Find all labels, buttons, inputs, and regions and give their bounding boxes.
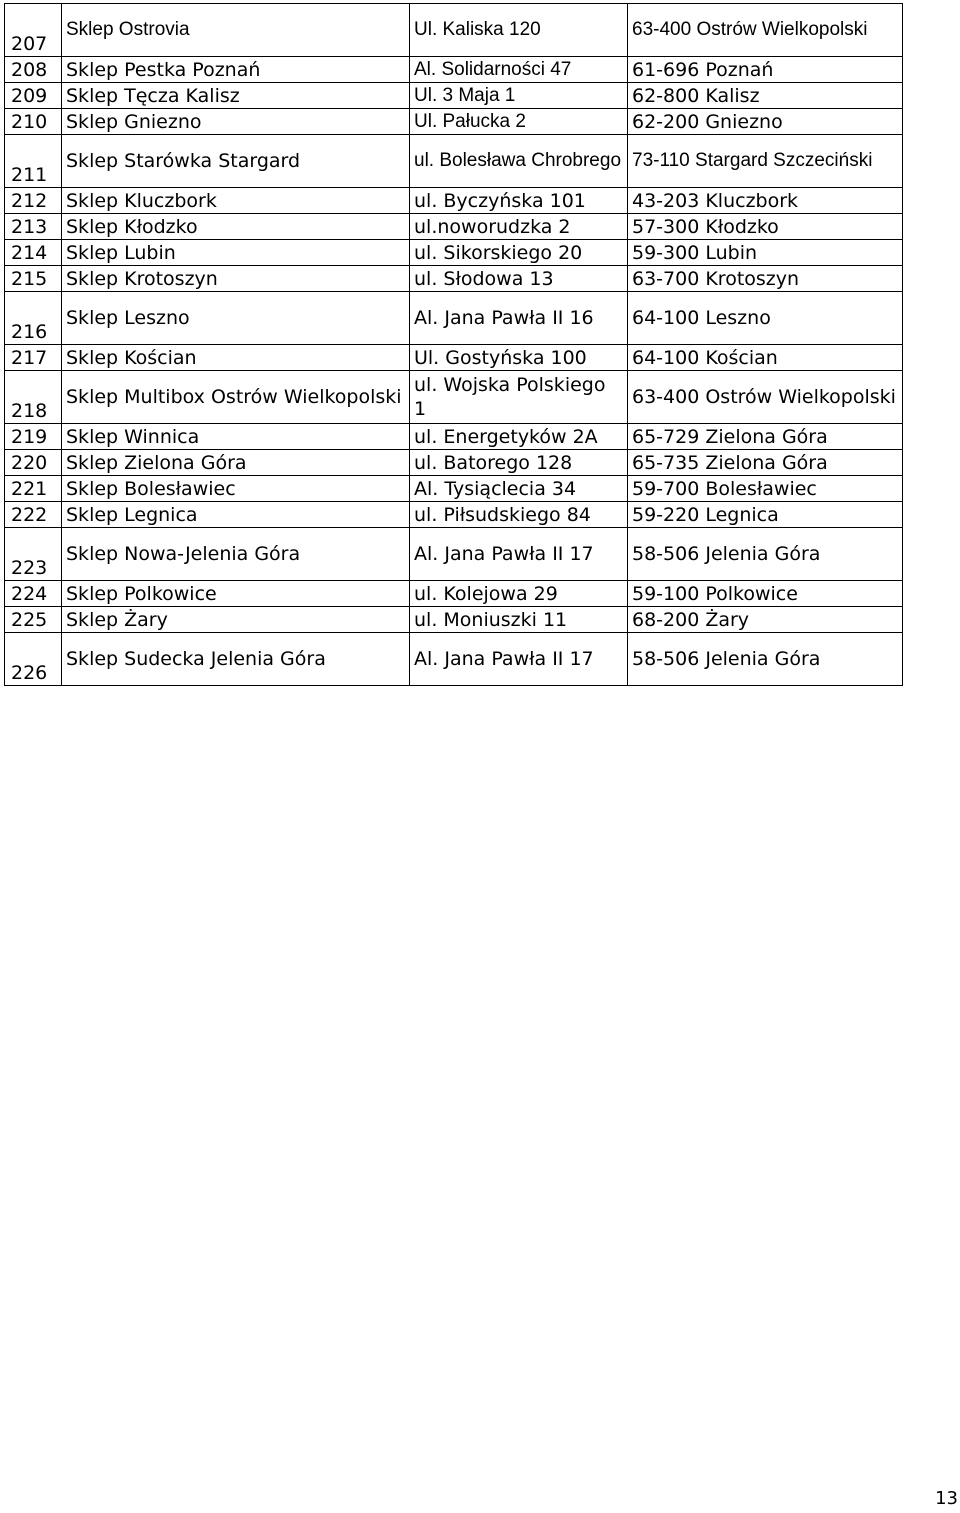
postal-city: 65-735 Zielona Góra bbox=[628, 450, 903, 476]
store-name: Sklep Starówka Stargard bbox=[62, 135, 410, 188]
postal-city: 59-220 Legnica bbox=[628, 502, 903, 528]
street-address: Al. Solidarności 47 bbox=[410, 57, 628, 83]
table-row bbox=[5, 188, 903, 214]
postal-city: 59-700 Bolesławiec bbox=[628, 476, 903, 502]
street-address: Al. Jana Pawła II 17 bbox=[410, 528, 628, 581]
table-row bbox=[5, 109, 903, 135]
row-number: 219 bbox=[5, 424, 62, 450]
store-name: Sklep Multibox Ostrów Wielkopolski bbox=[62, 371, 410, 424]
store-name: Sklep Ostrovia bbox=[62, 4, 410, 57]
street-address: Ul. Kaliska 120 bbox=[410, 4, 628, 57]
row-number: 216 bbox=[5, 292, 62, 345]
store-name: Sklep Żary bbox=[62, 607, 410, 633]
postal-city: 59-300 Lubin bbox=[628, 240, 903, 266]
row-number: 223 bbox=[5, 528, 62, 581]
table-row bbox=[5, 371, 903, 424]
postal-city: 63-400 Ostrów Wielkopolski bbox=[628, 371, 903, 424]
page-number: 13 bbox=[935, 1488, 958, 1509]
postal-city: 57-300 Kłodzko bbox=[628, 214, 903, 240]
street-address: ul. Piłsudskiego 84 bbox=[410, 502, 628, 528]
store-name: Sklep Gniezno bbox=[62, 109, 410, 135]
row-number: 209 bbox=[5, 83, 62, 109]
store-name: Sklep Legnica bbox=[62, 502, 410, 528]
street-address: ul. Batorego 128 bbox=[410, 450, 628, 476]
store-list-table bbox=[4, 3, 903, 686]
row-number: 215 bbox=[5, 266, 62, 292]
postal-city: 62-200 Gniezno bbox=[628, 109, 903, 135]
street-address: ul. Wojska Polskiego 1 bbox=[410, 371, 628, 424]
table-row bbox=[5, 4, 903, 57]
row-number: 226 bbox=[5, 633, 62, 686]
store-name: Sklep Leszno bbox=[62, 292, 410, 345]
postal-city: 73-110 Stargard Szczeciński bbox=[628, 135, 903, 188]
street-address: ul. Bolesława Chrobrego bbox=[410, 135, 628, 188]
street-address: Ul. Gostyńska 100 bbox=[410, 345, 628, 371]
row-number: 220 bbox=[5, 450, 62, 476]
street-address: ul. Słodowa 13 bbox=[410, 266, 628, 292]
store-name: Sklep Tęcza Kalisz bbox=[62, 83, 410, 109]
store-name: Sklep Zielona Góra bbox=[62, 450, 410, 476]
table-row bbox=[5, 83, 903, 109]
store-name: Sklep Sudecka Jelenia Góra bbox=[62, 633, 410, 686]
row-number: 208 bbox=[5, 57, 62, 83]
street-address: Al. Tysiąclecia 34 bbox=[410, 476, 628, 502]
row-number: 217 bbox=[5, 345, 62, 371]
street-address: ul.noworudzka 2 bbox=[410, 214, 628, 240]
row-number: 212 bbox=[5, 188, 62, 214]
street-address: ul. Kolejowa 29 bbox=[410, 581, 628, 607]
postal-city: 63-400 Ostrów Wielkopolski bbox=[628, 4, 903, 57]
street-address: Al. Jana Pawła II 16 bbox=[410, 292, 628, 345]
postal-city: 64-100 Kościan bbox=[628, 345, 903, 371]
table-row bbox=[5, 633, 903, 686]
row-number: 207 bbox=[5, 4, 62, 57]
row-number: 224 bbox=[5, 581, 62, 607]
store-name: Sklep Lubin bbox=[62, 240, 410, 266]
store-name: Sklep Nowa-Jelenia Góra bbox=[62, 528, 410, 581]
store-name: Sklep Pestka Poznań bbox=[62, 57, 410, 83]
postal-city: 65-729 Zielona Góra bbox=[628, 424, 903, 450]
row-number: 221 bbox=[5, 476, 62, 502]
street-address: ul. Sikorskiego 20 bbox=[410, 240, 628, 266]
store-name: Sklep Winnica bbox=[62, 424, 410, 450]
store-name: Sklep Kościan bbox=[62, 345, 410, 371]
table-row bbox=[5, 528, 903, 581]
street-address: ul. Energetyków 2A bbox=[410, 424, 628, 450]
postal-city: 43-203 Kluczbork bbox=[628, 188, 903, 214]
table-row bbox=[5, 345, 903, 371]
store-name: Sklep Bolesławiec bbox=[62, 476, 410, 502]
table-row bbox=[5, 57, 903, 83]
postal-city: 61-696 Poznań bbox=[628, 57, 903, 83]
table-row bbox=[5, 476, 903, 502]
table-row bbox=[5, 450, 903, 476]
postal-city: 62-800 Kalisz bbox=[628, 83, 903, 109]
table-row bbox=[5, 581, 903, 607]
row-number: 210 bbox=[5, 109, 62, 135]
table-row bbox=[5, 135, 903, 188]
store-name: Sklep Polkowice bbox=[62, 581, 410, 607]
street-address: ul. Byczyńska 101 bbox=[410, 188, 628, 214]
table-row bbox=[5, 607, 903, 633]
postal-city: 59-100 Polkowice bbox=[628, 581, 903, 607]
postal-city: 68-200 Żary bbox=[628, 607, 903, 633]
row-number: 218 bbox=[5, 371, 62, 424]
postal-city: 64-100 Leszno bbox=[628, 292, 903, 345]
row-number: 213 bbox=[5, 214, 62, 240]
postal-city: 63-700 Krotoszyn bbox=[628, 266, 903, 292]
street-address: Ul. Pałucka 2 bbox=[410, 109, 628, 135]
row-number: 211 bbox=[5, 135, 62, 188]
street-address: Al. Jana Pawła II 17 bbox=[410, 633, 628, 686]
store-name: Sklep Krotoszyn bbox=[62, 266, 410, 292]
row-number: 222 bbox=[5, 502, 62, 528]
table-row bbox=[5, 266, 903, 292]
table-row bbox=[5, 502, 903, 528]
street-address: Ul. 3 Maja 1 bbox=[410, 83, 628, 109]
store-name: Sklep Kluczbork bbox=[62, 188, 410, 214]
table-row bbox=[5, 240, 903, 266]
row-number: 225 bbox=[5, 607, 62, 633]
street-address: ul. Moniuszki 11 bbox=[410, 607, 628, 633]
row-number: 214 bbox=[5, 240, 62, 266]
table-row bbox=[5, 424, 903, 450]
table-row bbox=[5, 292, 903, 345]
postal-city: 58-506 Jelenia Góra bbox=[628, 528, 903, 581]
postal-city: 58-506 Jelenia Góra bbox=[628, 633, 903, 686]
table-row bbox=[5, 214, 903, 240]
store-name: Sklep Kłodzko bbox=[62, 214, 410, 240]
